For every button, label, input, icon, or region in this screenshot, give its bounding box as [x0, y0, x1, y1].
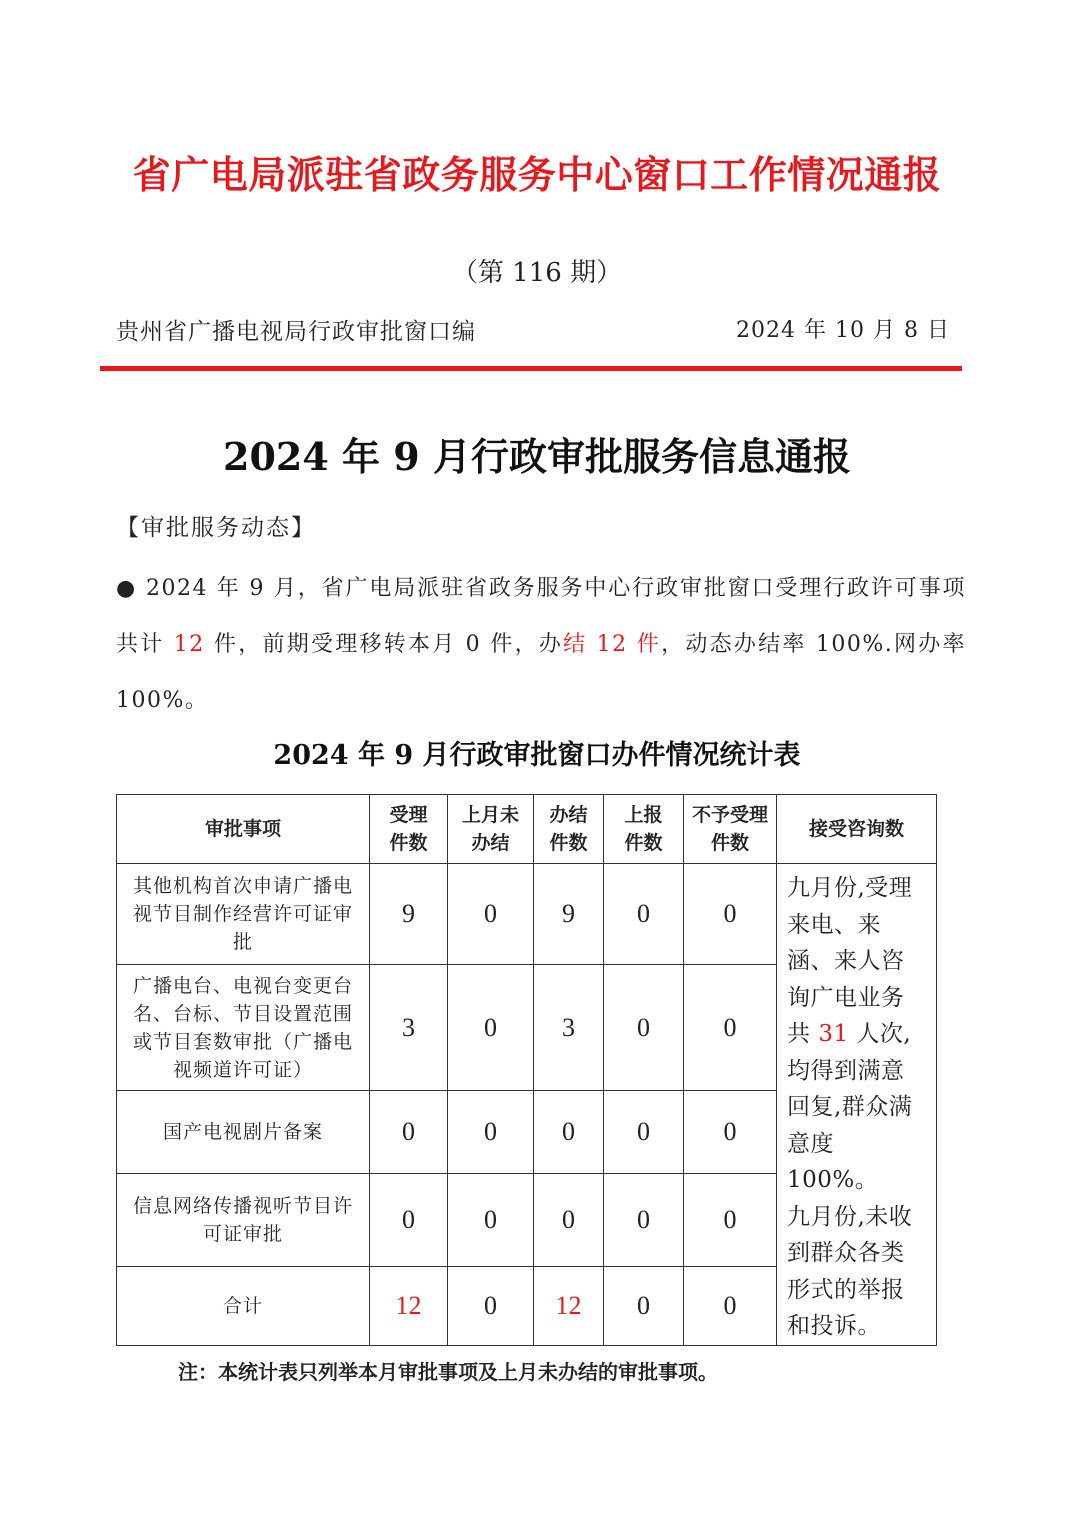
header-completed: 办结件数	[534, 795, 604, 864]
row-item: 国产电视剧片备案	[117, 1090, 370, 1173]
header-consultations: 接受咨询数	[777, 795, 937, 864]
cell-pending: 0	[448, 864, 534, 965]
red-divider	[100, 366, 962, 371]
cell-accepted: 0	[370, 1090, 448, 1173]
cell-accepted: 9	[370, 864, 448, 965]
cell-completed: 0	[534, 1174, 604, 1266]
cell-completed: 0	[534, 1090, 604, 1173]
cell-reported: 0	[604, 1174, 684, 1266]
cell-completed: 3	[534, 965, 604, 1091]
cell-reported: 0	[604, 864, 684, 965]
header-pending-last-month: 上月未办结	[448, 795, 534, 864]
cell-pending: 0	[448, 1174, 534, 1266]
cell-pending: 0	[448, 1090, 534, 1173]
header-reported: 上报件数	[604, 795, 684, 864]
consultation-note	[777, 864, 937, 1346]
summary-paragraph	[116, 561, 966, 729]
cell-pending: 0	[448, 1266, 534, 1345]
editor-line: 贵州省广播电视局行政审批窗口编	[116, 319, 476, 345]
section-label: 【审批服务动态】	[116, 515, 316, 541]
paragraph-text-2: 件，前期受理移转本月 0 件，办	[204, 632, 564, 657]
note-text-b: 人次,均得到满意回复,群众满意度 100%。	[787, 1021, 913, 1193]
cell-reported: 0	[604, 1090, 684, 1173]
header-accepted: 受理件数	[370, 795, 448, 864]
row-item: 合计	[117, 1266, 370, 1345]
table-footnote: 注：本统计表只列举本月审批事项及上月未办结的审批事项。	[178, 1360, 718, 1384]
paragraph-text-1: 2024 年 9 月，省广电局派驻省政务服务中心行政审批窗口受理行政许可事项共计	[116, 576, 966, 657]
cell-rejected: 0	[684, 1090, 777, 1173]
cell-rejected: 0	[684, 1266, 777, 1345]
cell-accepted: 12	[370, 1266, 448, 1345]
row-item: 信息网络传播视听节目许可证审批	[117, 1174, 370, 1266]
cell-accepted: 0	[370, 1174, 448, 1266]
note-text-c: 九月份,未收到群众各类形式的举报和投诉。	[787, 1203, 913, 1339]
table-title: 2024 年 9 月行政审批窗口办件情况统计表	[273, 740, 801, 771]
row-item: 其他机构首次申请广播电视节目制作经营许可证审批	[117, 864, 370, 965]
stats-table	[116, 794, 937, 1346]
cell-rejected: 0	[684, 965, 777, 1091]
completed-count: 结 12 件	[563, 632, 662, 657]
cell-pending: 0	[448, 965, 534, 1091]
cell-completed: 9	[534, 864, 604, 965]
bullet-icon: ●	[116, 576, 138, 601]
cell-reported: 0	[604, 1266, 684, 1345]
cell-rejected: 0	[684, 1174, 777, 1266]
row-item: 广播电台、电视台变更台名、台标、节目设置范围或节目套数审批（广播电视频道许可证）	[117, 965, 370, 1091]
header-item: 审批事项	[117, 795, 370, 864]
cell-completed: 12	[534, 1266, 604, 1345]
page-headline: 2024 年 9 月行政审批服务信息通报	[223, 434, 851, 479]
paragraph-text-3: ，动态办结率 100%.网办率 100%。	[116, 632, 966, 713]
consultation-count: 31	[818, 1021, 849, 1047]
issue-number: （第 116 期）	[451, 258, 623, 288]
cell-rejected: 0	[684, 864, 777, 965]
header-rejected: 不予受理件数	[684, 795, 777, 864]
publish-date: 2024 年 10 月 8 日	[736, 318, 950, 343]
table-row	[117, 864, 937, 965]
table-header-row	[117, 795, 937, 864]
report-title: 省广电局派驻省政务服务中心窗口工作情况通报	[132, 153, 942, 197]
cell-accepted: 3	[370, 965, 448, 1091]
accepted-count: 12	[173, 632, 205, 657]
cell-reported: 0	[604, 965, 684, 1091]
note-text-a: 九月份,受理来电、来涵、来人咨询广电业务共	[787, 875, 913, 1047]
